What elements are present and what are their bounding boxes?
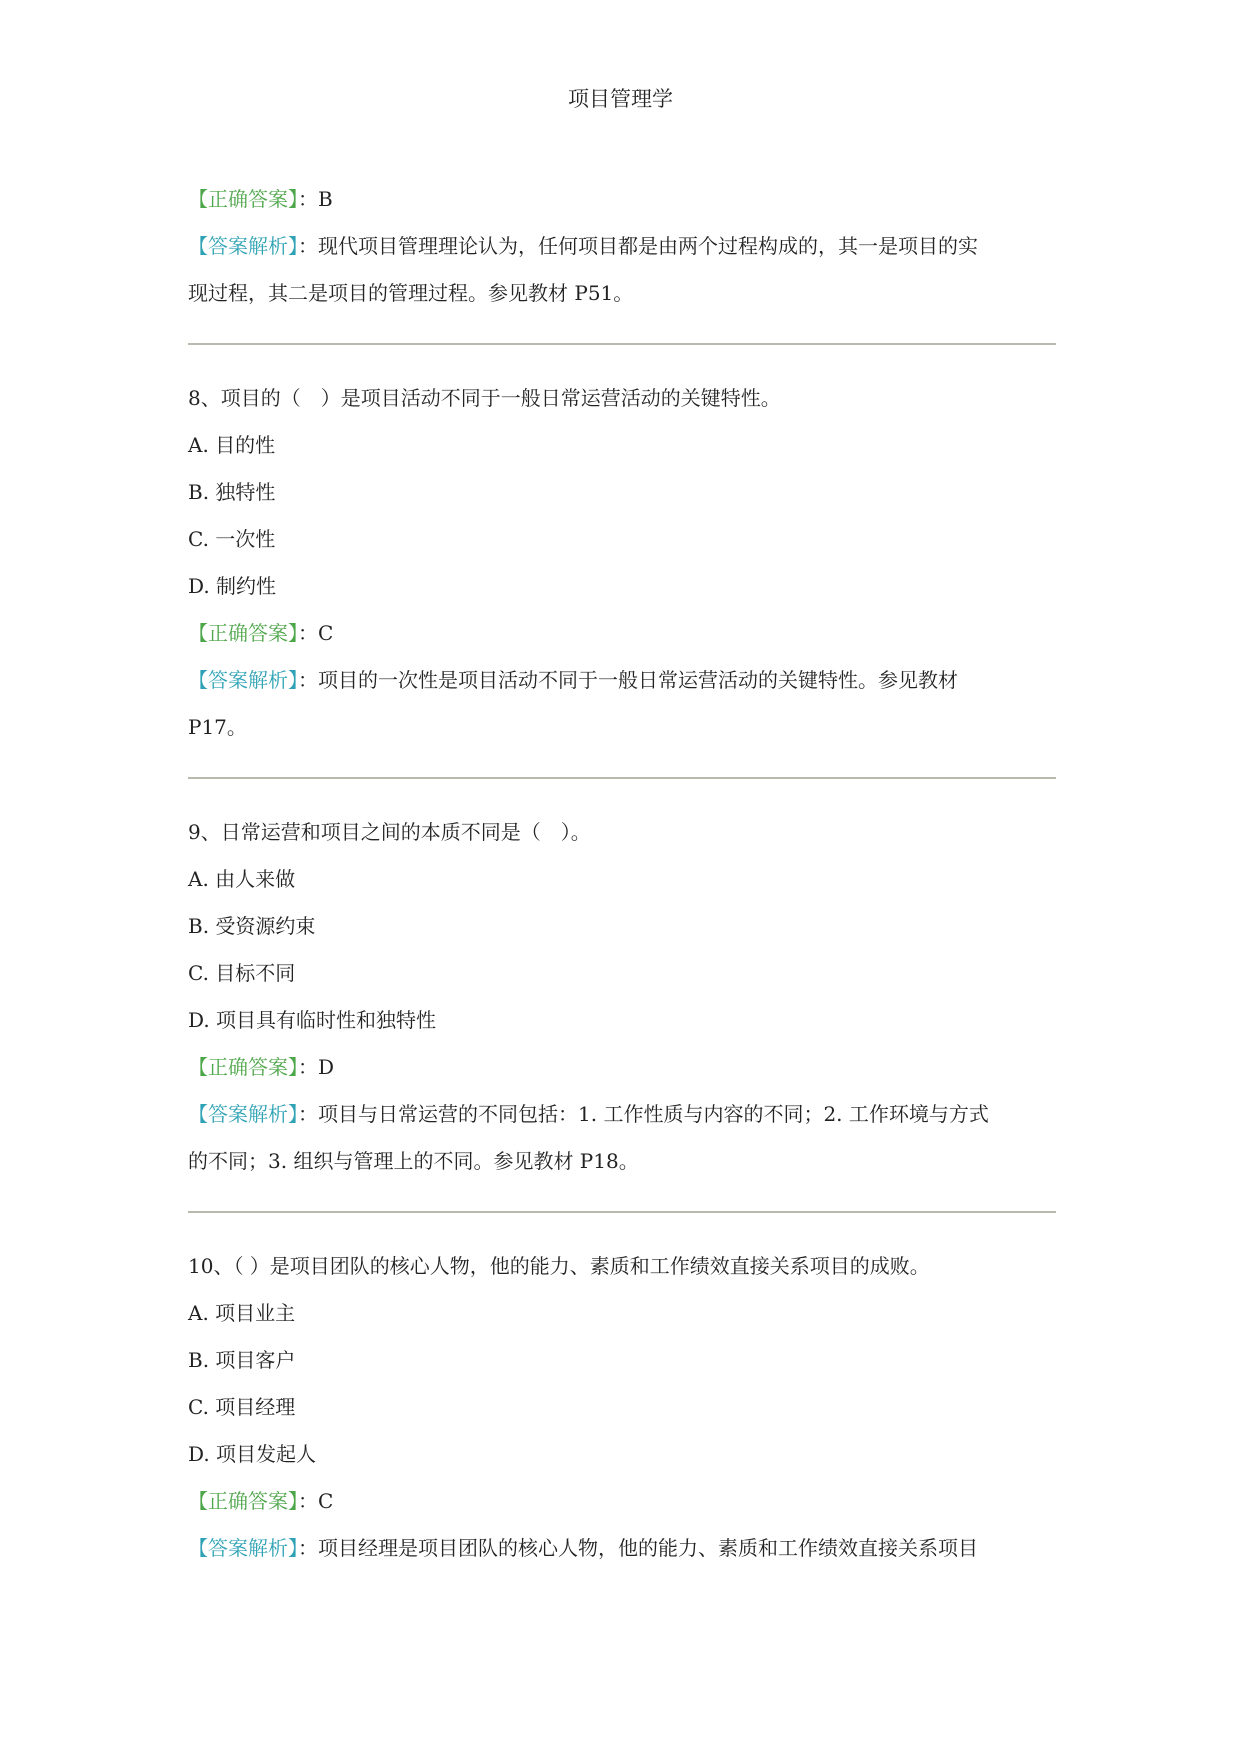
analysis-separator: ： [298,668,318,692]
analysis-line [188,223,1056,270]
correct-answer-value: C [318,621,334,645]
divider [188,777,1056,779]
analysis-separator: ： [298,234,318,258]
correct-answer-value: D [318,1055,335,1079]
option-b: B. 受资源约束 [188,914,316,938]
analysis-line [188,657,1056,704]
option-b: B. 项目客户 [188,1348,296,1372]
question-text: 10、（ ）是项目团队的核心人物，他的能力、素质和工作绩效直接关系项目的成败。 [188,1254,930,1278]
option-c: C. 一次性 [188,527,276,551]
analysis-label: 【答案解析】 [188,234,298,258]
divider [188,1211,1056,1213]
divider [188,343,1056,345]
option-a: A. 项目业主 [188,1301,296,1325]
option-a: A. 目的性 [188,433,276,457]
correct-answer-line [188,610,1056,657]
page-title: 项目管理学 [568,87,673,111]
option-c: C. 项目经理 [188,1395,296,1419]
question-8 [188,375,1056,751]
correct-answer-label: 【正确答案】 [188,621,298,645]
option-a: A. 由人来做 [188,867,296,891]
question-9 [188,809,1056,1185]
option-d: D. 项目发起人 [188,1442,317,1466]
analysis-text: 项目经理是项目团队的核心人物，他的能力、素质和工作绩效直接关系项目 [318,1536,978,1560]
answer-separator: ： [298,1055,318,1079]
option-d: D. 制约性 [188,574,277,598]
analysis-line [188,1091,1056,1138]
option-d: D. 项目具有临时性和独特性 [188,1008,437,1032]
correct-answer-line [188,176,1056,223]
analysis-continuation: 的不同；3. 组织与管理上的不同。参见教材 P18。 [188,1149,639,1173]
analysis-label: 【答案解析】 [188,1536,298,1560]
correct-answer-value: C [318,1489,334,1513]
option-b: B. 独特性 [188,480,276,504]
analysis-line [188,1525,1056,1572]
question-text: 8、项目的（ ）是项目活动不同于一般日常运营活动的关键特性。 [188,386,781,410]
analysis-text: 项目的一次性是项目活动不同于一般日常运营活动的关键特性。参见教材 [318,668,958,692]
answer-separator: ： [298,621,318,645]
correct-answer-label: 【正确答案】 [188,1055,298,1079]
option-c: C. 目标不同 [188,961,296,985]
analysis-text: 项目与日常运营的不同包括：1. 工作性质与内容的不同；2. 工作环境与方式 [318,1102,989,1126]
correct-answer-line [188,1044,1056,1091]
correct-answer-value: B [318,187,333,211]
analysis-separator: ： [298,1102,318,1126]
analysis-separator: ： [298,1536,318,1560]
analysis-label: 【答案解析】 [188,668,298,692]
correct-answer-label: 【正确答案】 [188,187,298,211]
question-list [188,176,1056,1572]
previous-question-answer [188,176,1056,317]
analysis-text: 现代项目管理理论认为，任何项目都是由两个过程构成的，其一是项目的实 [318,234,978,258]
analysis-continuation: 现过程，其二是项目的管理过程。参见教材 P51。 [188,281,634,305]
question-text: 9、日常运营和项目之间的本质不同是（ ）。 [188,820,591,844]
answer-separator: ： [298,1489,318,1513]
answer-separator: ： [298,187,318,211]
analysis-continuation: P17。 [188,715,247,739]
correct-answer-line [188,1478,1056,1525]
question-10 [188,1243,1056,1572]
analysis-label: 【答案解析】 [188,1102,298,1126]
correct-answer-label: 【正确答案】 [188,1489,298,1513]
